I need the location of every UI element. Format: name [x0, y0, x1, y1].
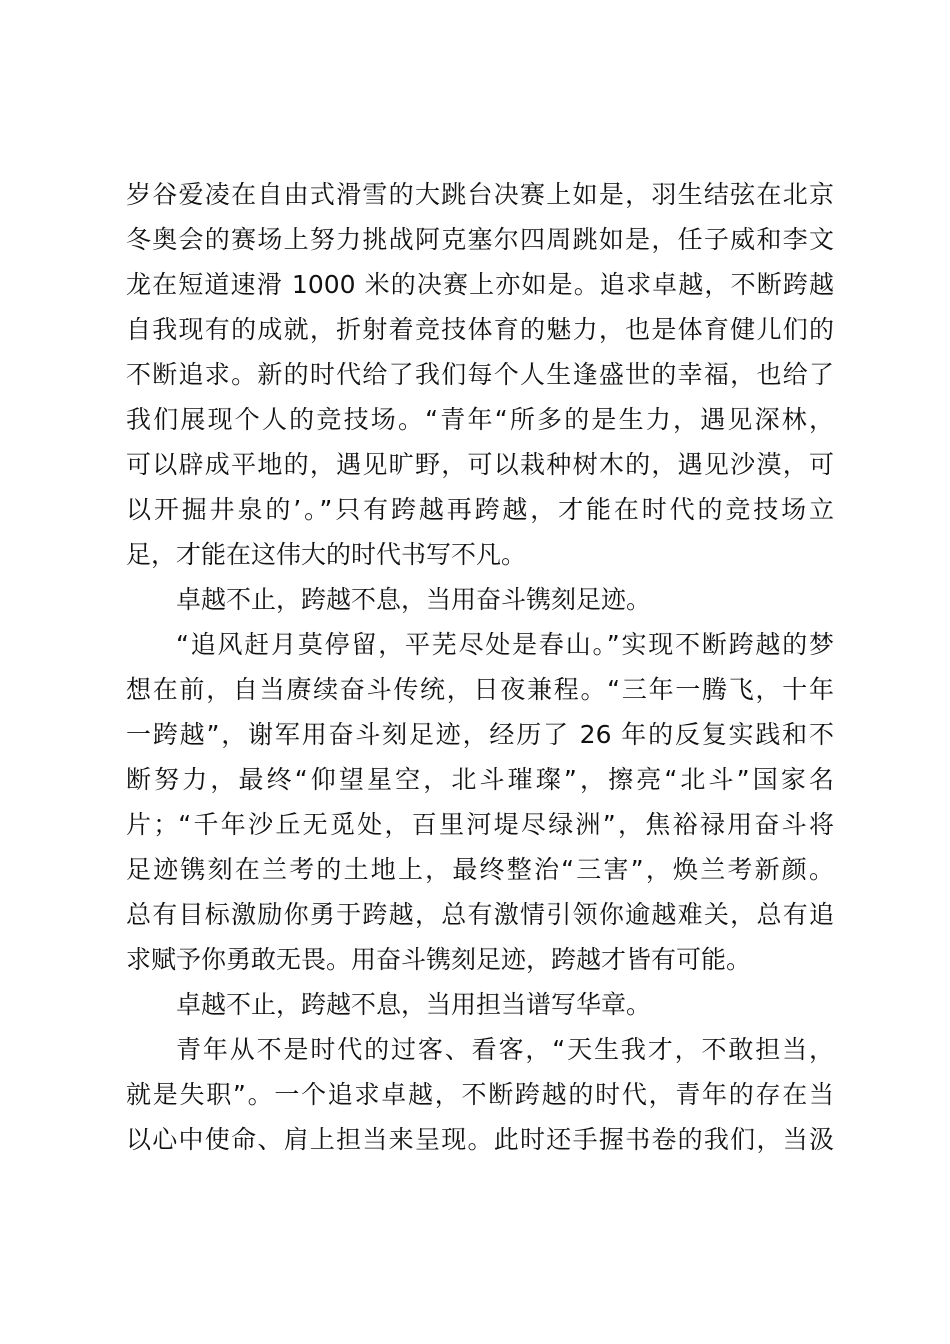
text-line: 求赋予你勇敢无畏。用奋斗镌刻足迹，跨越才皆有可能。: [126, 945, 752, 974]
text-line: 岁谷爱凌在自由式滑雪的大跳台决赛上如是，羽生结弦在北京: [126, 180, 834, 209]
text-line: 我们展现个人的竞技场。“青年“所多的是生力，遇见深林，: [126, 405, 834, 434]
text-line: 可以辟成平地的，遇见旷野，可以栽种树木的，遇见沙漠，可: [126, 450, 834, 479]
text-line: 以开掘井泉的’。”只有跨越再跨越，才能在时代的竞技场立: [126, 495, 834, 524]
text-line: 断努力，最终“仰望星空，北斗璀璨”，擦亮“北斗”国家名: [126, 765, 834, 794]
text-line: 就是失职”。一个追求卓越，不断跨越的时代，青年的存在当: [126, 1080, 834, 1109]
text-line: 片；“千年沙丘无觅处，百里河堤尽绿洲”，焦裕禄用奋斗将: [126, 810, 834, 839]
text-line: 总有目标激励你勇于跨越，总有激情引领你逾越难关，总有追: [126, 900, 834, 929]
text-line: 足，才能在这伟大的时代书写不凡。: [126, 540, 527, 569]
text-line: 青年从不是时代的过客、看客，“天生我才，不敢担当，: [176, 1035, 834, 1064]
text-line: 以心中使命、肩上担当来呈现。此时还手握书卷的我们，当汲: [126, 1125, 834, 1154]
text-line: 一跨越”，谢军用奋斗刻足迹，经历了 26 年的反复实践和不: [126, 720, 834, 749]
text-line: 冬奥会的赛场上努力挑战阿克塞尔四周跳如是，任子威和李文: [126, 225, 834, 254]
text-line: 不断追求。新的时代给了我们每个人生逢盛世的幸福，也给了: [126, 360, 834, 389]
section-heading: 卓越不止，跨越不息，当用担当谱写华章。: [176, 990, 652, 1019]
text-line: 足迹镌刻在兰考的土地上，最终整治“三害”，焕兰考新颜。: [126, 855, 834, 884]
section-heading: 卓越不止，跨越不息，当用奋斗镌刻足迹。: [176, 585, 652, 614]
text-line: 想在前，自当赓续奋斗传统，日夜兼程。“三年一腾飞，十年: [126, 675, 834, 704]
text-line: 自我现有的成就，折射着竞技体育的魅力，也是体育健儿们的: [126, 315, 834, 344]
text-line: “追风赶月莫停留，平芜尽处是春山。”实现不断跨越的梦: [176, 630, 834, 659]
body-text: [126, 172, 834, 1162]
text-line: 龙在短道速滑 1000 米的决赛上亦如是。追求卓越，不断跨越: [126, 270, 834, 299]
